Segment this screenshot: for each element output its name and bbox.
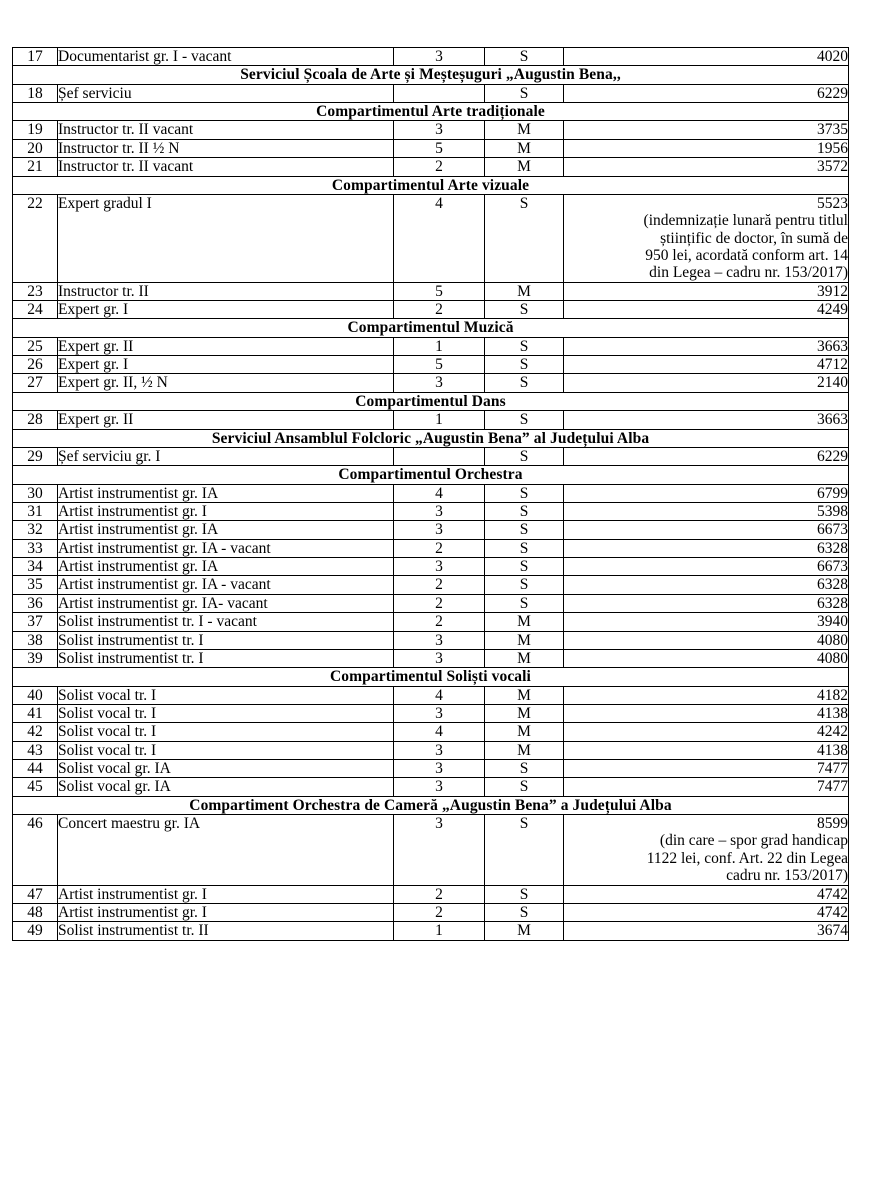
table-row [13,741,849,759]
gradation-cell: 3 [394,502,485,520]
studies-level-cell: S [485,502,564,520]
position-name-cell: Instructor tr. II vacant [58,158,394,176]
position-name-cell: Artist instrumentist gr. I [58,903,394,921]
row-number-cell: 25 [13,337,58,355]
salary-cell [564,922,849,940]
position-name-cell: Expert gr. I [58,301,394,319]
studies-level-cell: M [485,158,564,176]
position-name-cell: Concert maestru gr. IA [58,815,394,885]
salary-cell [564,778,849,796]
salary-cell [564,194,849,282]
position-name-cell: Instructor tr. II ½ N [58,139,394,157]
salary-amount: 4138 [817,741,848,759]
gradation-cell: 2 [394,594,485,612]
row-number-cell: 28 [13,411,58,429]
studies-level-cell: S [485,484,564,502]
studies-level-cell: S [485,760,564,778]
gradation-cell: 3 [394,760,485,778]
salary-amount: 7477 [817,760,848,778]
studies-level-cell: S [485,337,564,355]
gradation-cell: 2 [394,885,485,903]
table-row [13,337,849,355]
salary-amount: 5398 [817,502,848,520]
position-name-cell: Solist vocal gr. IA [58,778,394,796]
salary-cell [564,741,849,759]
row-number-cell: 31 [13,502,58,520]
studies-level-cell: S [485,539,564,557]
table-row [13,356,849,374]
gradation-cell: 3 [394,778,485,796]
table-row [13,760,849,778]
section-header-title: Compartimentul Muzică [13,319,849,337]
position-name-cell: Solist instrumentist tr. I [58,649,394,667]
salary-amount: 3572 [817,158,848,176]
salary-amount: 3674 [817,922,848,940]
row-number-cell: 21 [13,158,58,176]
studies-level-cell: S [485,447,564,465]
gradation-cell: 4 [394,686,485,704]
studies-level-cell: M [485,631,564,649]
position-name-cell: Artist instrumentist gr. IA [58,558,394,576]
gradation-cell: 3 [394,48,485,66]
gradation-cell: 5 [394,139,485,157]
row-number-cell: 30 [13,484,58,502]
studies-level-cell: S [485,374,564,392]
salary-amount: 2140 [817,374,848,392]
salary-amount: 3735 [817,121,848,139]
salary-note [564,212,848,281]
table-row [13,539,849,557]
row-number-cell: 34 [13,558,58,576]
section-header-row [13,429,849,447]
salary-cell [564,558,849,576]
gradation-cell: 3 [394,631,485,649]
gradation-cell: 3 [394,374,485,392]
salary-note [564,832,848,884]
table-row [13,594,849,612]
salary-cell [564,576,849,594]
row-number-cell: 38 [13,631,58,649]
position-name-cell: Solist instrumentist tr. II [58,922,394,940]
table-row [13,301,849,319]
row-number-cell: 44 [13,760,58,778]
studies-level-cell: S [485,815,564,885]
studies-level-cell: M [485,139,564,157]
studies-level-cell: S [485,885,564,903]
salary-note-line: cadru nr. 153/2017) [726,867,848,885]
gradation-cell: 4 [394,484,485,502]
gradation-cell: 2 [394,613,485,631]
gradation-cell: 3 [394,558,485,576]
table-row [13,815,849,885]
row-number-cell: 29 [13,447,58,465]
salary-amount: 4249 [817,301,848,319]
gradation-cell: 4 [394,194,485,282]
salary-cell [564,704,849,722]
salary-cell [564,594,849,612]
row-number-cell: 33 [13,539,58,557]
row-number-cell: 26 [13,356,58,374]
salary-cell [564,48,849,66]
table-row [13,447,849,465]
gradation-cell: 2 [394,158,485,176]
salary-amount: 6328 [817,594,848,612]
table-row [13,649,849,667]
studies-level-cell: S [485,356,564,374]
salary-cell [564,356,849,374]
studies-level-cell: M [485,282,564,300]
position-name-cell: Expert gr. II [58,337,394,355]
staff-positions-table [12,47,849,941]
studies-level-cell: S [485,301,564,319]
table-row [13,282,849,300]
section-header-title: Serviciul Școala de Arte și Meșteșuguri „Augustin Bena,, [13,66,849,84]
position-name-cell: Instructor tr. II vacant [58,121,394,139]
row-number-cell: 24 [13,301,58,319]
position-name-cell: Solist vocal tr. I [58,686,394,704]
table-row [13,903,849,921]
position-name-cell: Solist instrumentist tr. I [58,631,394,649]
salary-amount: 6229 [817,84,848,102]
position-name-cell: Artist instrumentist gr. IA [58,521,394,539]
table-row [13,778,849,796]
gradation-cell: 5 [394,356,485,374]
position-name-cell: Artist instrumentist gr. IA - vacant [58,539,394,557]
gradation-cell: 1 [394,337,485,355]
row-number-cell: 45 [13,778,58,796]
row-number-cell: 36 [13,594,58,612]
row-number-cell: 18 [13,84,58,102]
table-row [13,139,849,157]
table-row [13,631,849,649]
salary-cell [564,337,849,355]
salary-cell [564,521,849,539]
table-row [13,411,849,429]
studies-level-cell: S [485,194,564,282]
salary-amount: 4020 [817,48,848,65]
gradation-cell: 1 [394,922,485,940]
section-header-title: Compartimentul Arte vizuale [13,176,849,194]
salary-cell [564,539,849,557]
gradation-cell: 3 [394,649,485,667]
salary-amount: 4080 [817,631,848,649]
position-name-cell: Șef serviciu [58,84,394,102]
row-number-cell: 39 [13,649,58,667]
section-header-row [13,668,849,686]
salary-amount: 6673 [817,558,848,576]
salary-cell [564,649,849,667]
gradation-cell: 1 [394,411,485,429]
salary-amount: 4080 [817,649,848,667]
studies-level-cell: M [485,686,564,704]
salary-amount: 6328 [817,539,848,557]
table-row [13,704,849,722]
table-row [13,502,849,520]
table-row [13,121,849,139]
salary-note-line: (indemnizație lunară pentru titlul [643,212,848,230]
salary-amount: 6328 [817,576,848,594]
section-header-row [13,796,849,814]
row-number-cell: 46 [13,815,58,885]
salary-amount: 3940 [817,613,848,631]
row-number-cell: 41 [13,704,58,722]
salary-cell [564,447,849,465]
salary-note-line: 950 lei, acordată conform art. 14 [645,246,848,264]
row-number-cell: 37 [13,613,58,631]
table-row [13,48,849,66]
row-number-cell: 17 [13,48,58,66]
salary-note-line: 1122 lei, conf. Art. 22 din Legea [646,849,848,867]
position-name-cell: Artist instrumentist gr. IA - vacant [58,576,394,594]
salary-cell [564,885,849,903]
salary-amount: 3663 [817,411,848,429]
position-name-cell: Expert gr. II, ½ N [58,374,394,392]
studies-level-cell: S [485,558,564,576]
position-name-cell: Artist instrumentist gr. IA- vacant [58,594,394,612]
gradation-cell: 2 [394,539,485,557]
section-header-row [13,466,849,484]
table-row [13,885,849,903]
position-name-cell: Solist vocal tr. I [58,723,394,741]
section-header-row [13,319,849,337]
position-name-cell: Expert gr. II [58,411,394,429]
studies-level-cell: S [485,903,564,921]
position-name-cell: Expert gr. I [58,356,394,374]
table-row [13,723,849,741]
row-number-cell: 22 [13,194,58,282]
salary-amount: 5523 [817,194,848,212]
gradation-cell: 3 [394,815,485,885]
gradation-cell: 3 [394,704,485,722]
section-header-title: Serviciul Ansamblul Folcloric „Augustin Bena” al Județului Alba [13,429,849,447]
salary-amount: 7477 [817,778,848,796]
salary-amount: 4742 [817,885,848,903]
row-number-cell: 49 [13,922,58,940]
salary-cell [564,121,849,139]
salary-amount: 3912 [817,282,848,300]
position-name-cell: Solist vocal gr. IA [58,760,394,778]
salary-amount: 4138 [817,704,848,722]
gradation-cell [394,447,485,465]
studies-level-cell: M [485,649,564,667]
salary-cell [564,631,849,649]
table-row [13,84,849,102]
section-header-title: Compartimentul Soliști vocali [13,668,849,686]
studies-level-cell: S [485,521,564,539]
salary-cell [564,139,849,157]
table-row [13,194,849,282]
studies-level-cell: S [485,778,564,796]
table-row [13,613,849,631]
table-row [13,576,849,594]
position-name-cell: Solist vocal tr. I [58,704,394,722]
row-number-cell: 27 [13,374,58,392]
salary-amount: 4182 [817,686,848,704]
row-number-cell: 23 [13,282,58,300]
gradation-cell [394,84,485,102]
salary-cell [564,84,849,102]
salary-amount: 3663 [817,337,848,355]
position-name-cell: Solist instrumentist tr. I - vacant [58,613,394,631]
gradation-cell: 2 [394,576,485,594]
studies-level-cell: M [485,922,564,940]
position-name-cell: Șef serviciu gr. I [58,447,394,465]
salary-cell [564,502,849,520]
gradation-cell: 4 [394,723,485,741]
table-row [13,558,849,576]
salary-cell [564,158,849,176]
salary-cell [564,411,849,429]
table-row [13,521,849,539]
section-header-title: Compartimentul Dans [13,392,849,410]
table-row [13,922,849,940]
row-number-cell: 20 [13,139,58,157]
section-header-title: Compartiment Orchestra de Cameră „Augustin Bena” a Județului Alba [13,796,849,814]
salary-amount: 4712 [817,356,848,374]
section-header-row [13,392,849,410]
salary-cell [564,282,849,300]
salary-cell [564,301,849,319]
gradation-cell: 3 [394,521,485,539]
salary-amount: 6673 [817,521,848,539]
salary-cell [564,484,849,502]
position-name-cell: Instructor tr. II [58,282,394,300]
row-number-cell: 40 [13,686,58,704]
section-header-title: Compartimentul Orchestra [13,466,849,484]
position-name-cell: Expert gradul I [58,194,394,282]
salary-cell [564,815,849,885]
section-header-row [13,103,849,121]
salary-note-line: (din care – spor grad handicap [659,832,848,850]
studies-level-cell: S [485,576,564,594]
row-number-cell: 42 [13,723,58,741]
table-row [13,484,849,502]
row-number-cell: 43 [13,741,58,759]
salary-amount: 4242 [817,723,848,741]
studies-level-cell: S [485,48,564,66]
position-name-cell: Artist instrumentist gr. IA [58,484,394,502]
section-header-title: Compartimentul Arte tradiționale [13,103,849,121]
row-number-cell: 48 [13,903,58,921]
studies-level-cell: M [485,741,564,759]
row-number-cell: 19 [13,121,58,139]
table-row [13,374,849,392]
salary-cell [564,903,849,921]
position-name-cell: Artist instrumentist gr. I [58,885,394,903]
salary-cell [564,613,849,631]
gradation-cell: 5 [394,282,485,300]
row-number-cell: 35 [13,576,58,594]
table-row [13,158,849,176]
gradation-cell: 2 [394,903,485,921]
studies-level-cell: M [485,723,564,741]
gradation-cell: 2 [394,301,485,319]
gradation-cell: 3 [394,121,485,139]
row-number-cell: 32 [13,521,58,539]
section-header-row [13,66,849,84]
table-body [13,48,849,941]
salary-cell [564,374,849,392]
salary-amount: 4742 [817,903,848,921]
studies-level-cell: S [485,411,564,429]
row-number-cell: 47 [13,885,58,903]
salary-amount: 6229 [817,447,848,465]
salary-note-line: științific de doctor, în sumă de [660,229,848,247]
salary-amount: 8599 [817,815,848,833]
salary-amount: 1956 [817,139,848,157]
studies-level-cell: S [485,594,564,612]
section-header-row [13,176,849,194]
gradation-cell: 3 [394,741,485,759]
position-name-cell: Solist vocal tr. I [58,741,394,759]
table-row [13,686,849,704]
position-name-cell: Documentarist gr. I - vacant [58,48,394,66]
studies-level-cell: M [485,613,564,631]
salary-cell [564,760,849,778]
studies-level-cell: M [485,704,564,722]
salary-cell [564,723,849,741]
position-name-cell: Artist instrumentist gr. I [58,502,394,520]
studies-level-cell: S [485,84,564,102]
salary-note-line: din Legea – cadru nr. 153/2017) [649,264,848,282]
salary-amount: 6799 [817,484,848,502]
salary-cell [564,686,849,704]
studies-level-cell: M [485,121,564,139]
